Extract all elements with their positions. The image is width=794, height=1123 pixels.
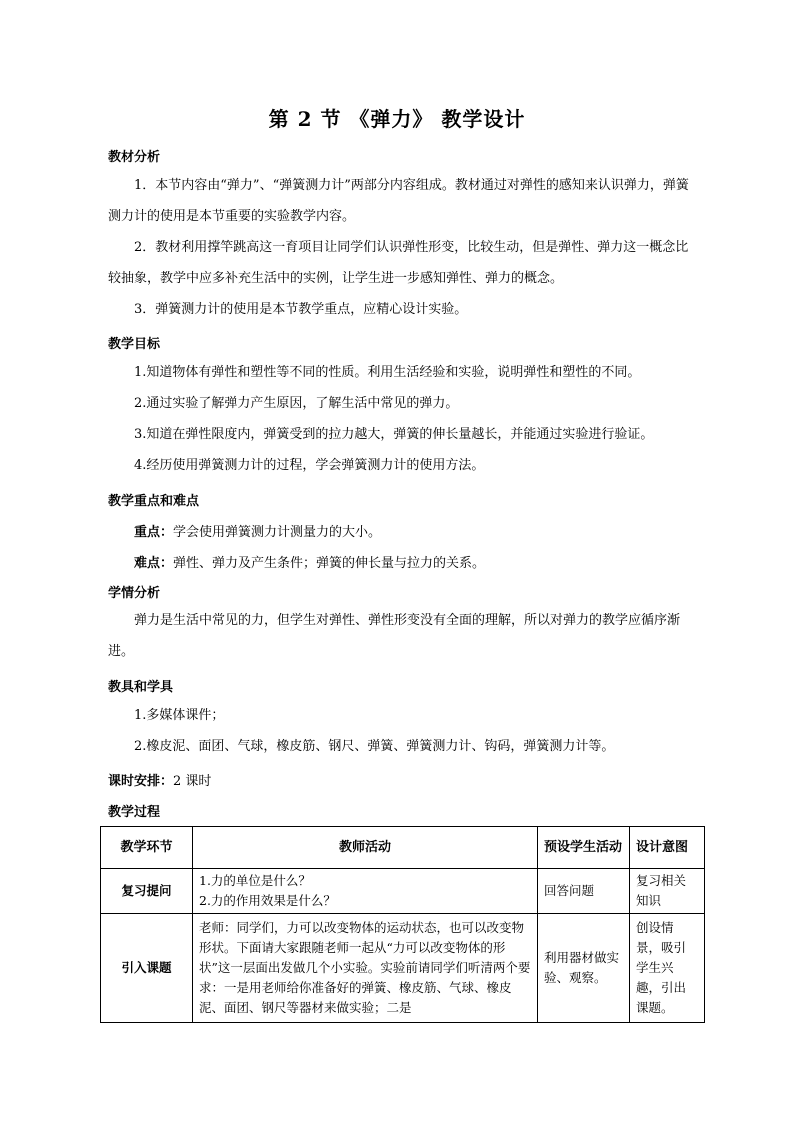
paragraph-analysis-2: 2．教材利用撑竿跳高这一育项目让同学们认识弹性形变，比较生动，但是弹性、弹力这一概念比较抽象，教学中应多补充生活中的实例，让学生进一步感知弹性、弹力的概念。 — [108, 240, 689, 286]
section-heading-goals: 教学目标 — [108, 337, 161, 352]
cell-intent: 复习相关知识 — [630, 869, 705, 914]
cell-teacher-text: 老师：同学们，力可以改变物体的运动状态，也可以改变物形状。下面请大家跟随老师一起从“力可以改变物体的形状”这一层面出发做几个小实验。实验前请同学们听清两个要求：一是用老师给你准备好的弹簧、橡皮筋、气球、橡皮泥、面团、钢尺等器材来做实验；二是 — [199, 920, 531, 1015]
cell-intent: 创设情景，吸引学生兴趣，引出课题。 — [630, 914, 705, 1023]
cell-student: 回答问题 — [538, 869, 630, 914]
material-item-1: 1.多媒体课件； — [134, 708, 225, 723]
difficult-point — [134, 552, 485, 571]
table-row — [101, 914, 705, 1023]
key-point-text: 学会使用弹簧测力计测量力的大小。 — [173, 525, 382, 540]
paragraph-student-analysis: 弹力是生活中常见的力，但学生对弹性、弹性形变没有全面的理解，所以对弹力的教学应循序渐进。 — [108, 613, 681, 659]
goal-item-2: 2.通过实验了解弹力产生原因，了解生活中常见的弹力。 — [134, 396, 459, 411]
goal-item-3: 3.知道在弹性限度内，弹簧受到的拉力越大，弹簧的伸长量越长，并能通过实验进行验证。 — [134, 427, 654, 442]
header-teacher: 教师活动 — [193, 827, 538, 869]
schedule — [108, 770, 211, 789]
cell-teacher — [193, 914, 538, 1023]
material-item-2: 2.橡皮泥、面团、气球，橡皮筋、钢尺、弹簧、弹簧测力计、钩码，弹簧测力计等。 — [134, 739, 615, 754]
goal-item-1: 1.知道物体有弹性和塑性等不同的性质。利用生活经验和实验，说明弹性和塑性的不同。 — [134, 365, 641, 380]
schedule-label: 课时安排： — [108, 774, 174, 789]
section-heading-key-points: 教学重点和难点 — [108, 494, 200, 509]
key-point-label: 重点： — [134, 525, 174, 540]
section-heading-process: 教学过程 — [108, 805, 161, 820]
process-table — [100, 826, 705, 1023]
header-stage: 教学环节 — [101, 827, 193, 869]
page-title: 第 2 节 《弹力》 教学设计 — [268, 107, 526, 131]
header-intent: 设计意图 — [630, 827, 705, 869]
section-heading-materials: 教具和学具 — [108, 680, 174, 695]
paragraph-analysis-3: 3．弹簧测力计的使用是本节教学重点，应精心设计实验。 — [134, 302, 468, 317]
cell-teacher: 1.力的单位是什么？ 2.力的作用效果是什么？ — [193, 869, 538, 914]
table-row — [101, 869, 705, 914]
schedule-value: 2 课时 — [173, 774, 212, 789]
cell-stage: 复习提问 — [101, 869, 193, 914]
table-header-row — [101, 827, 705, 869]
section-heading-student-analysis: 学情分析 — [108, 586, 161, 601]
goal-item-4: 4.经历使用弹簧测力计的过程，学会弹簧测力计的使用方法。 — [134, 458, 485, 473]
paragraph-analysis-1: 1．本节内容由“弹力”、“弹簧测力计”两部分内容组成。教材通过对弹性的感知来认识弹力，弹簧测力计的使用是本节重要的实验教学内容。 — [108, 178, 689, 224]
key-point — [134, 521, 381, 540]
difficult-point-text: 弹性、弹力及产生条件；弹簧的伸长量与拉力的关系。 — [173, 556, 486, 571]
cell-stage: 引入课题 — [101, 914, 193, 1023]
cell-student: 利用器材做实验、观察。 — [538, 914, 630, 1023]
difficult-point-label: 难点： — [134, 556, 174, 571]
section-heading-textbook-analysis: 教材分析 — [108, 150, 161, 165]
header-student: 预设学生活动 — [538, 827, 630, 869]
